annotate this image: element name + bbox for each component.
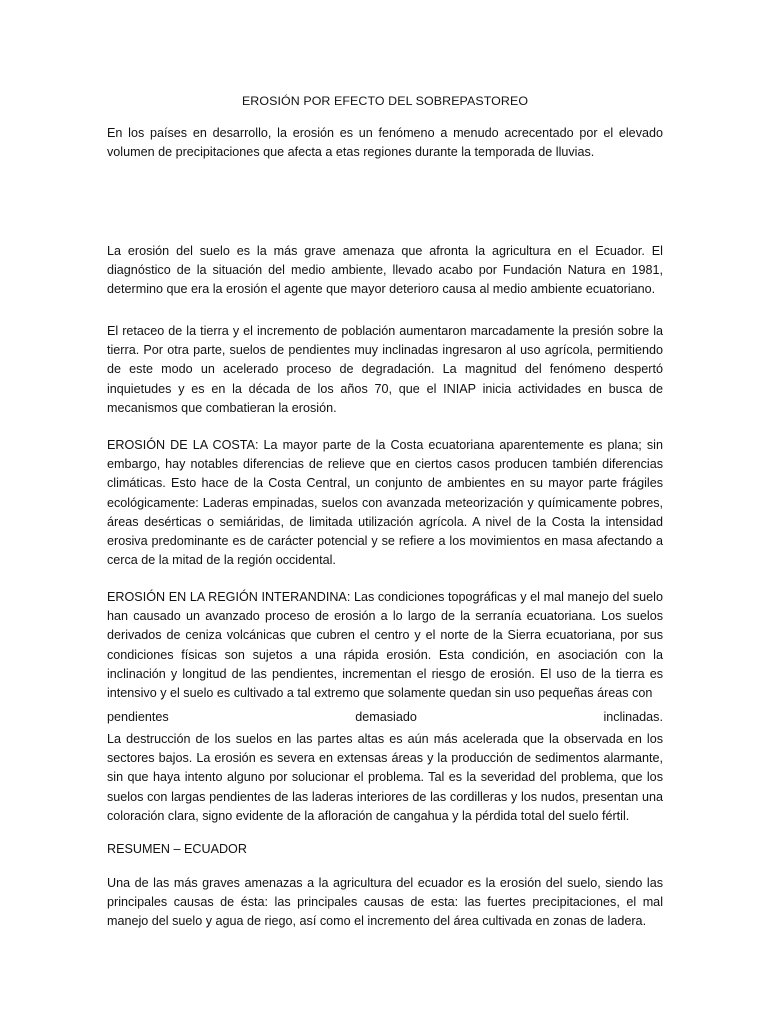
sierra-heading: EROSIÓN EN LA REGIÓN INTERANDINA: [107, 590, 351, 604]
sierra-paragraph [107, 588, 663, 703]
sierra-text: Las condiciones topográficas y el mal manejo del suelo han causado un avanzado proceso de erosión a lo largo de la serranía ecuatoriana. Los suelos derivados de ceniza volcánicas que cubren el centro y el norte de la Sierra ecuatoriana, por sus condiciones físicas son sujetos a una rápida erosión. Esta condición, en asociación con la inclinación y longitud de las pendientes, incrementan el riesgo de erosión. El uso de la tierra es intensivo y el suelo es cultivado a tal extremo que solamente quedan sin uso pequeñas áreas con [107, 590, 663, 701]
costa-heading: EROSIÓN DE LA COSTA: [107, 438, 259, 452]
document-title: EROSIÓN POR EFECTO DEL SOBREPASTOREO [241, 94, 529, 108]
sierra-paragraph-2: La destrucción de los suelos en las partes altas es aún más acelerada que la observada en los sectores bajos. La erosión es severa en extensas áreas y la producción de sedimentos alarmante, sin que haya intento alguno por solucionar el problema. Tal es la severidad del problema, que los suelos con largas pendientes de las laderas interiores de las cordilleras y los nudos, presentan una coloración clara, signo evidente de la afloración de cangahua y la pérdida total del suelo fértil. [107, 732, 663, 823]
sierra-spread-word: demasiado [355, 710, 417, 724]
resumen-heading: RESUMEN – ECUADOR [107, 842, 247, 856]
main-paragraph-2: El retaceo de la tierra y el incremento de población aumentaron marcadamente la presión sobre la tierra. Por otra parte, suelos de pendientes muy inclinadas ingresaron al uso agrícola, permitiendo de este modo un acelerado proceso de degradación. La magnitud del fenómeno despertó inquietudes y es en la década de los años 70, que el INIAP inicia actividades en busca de mecanismos que combatieran la erosión. [107, 324, 663, 415]
sierra-justified-line [107, 708, 663, 727]
costa-paragraph [107, 436, 663, 570]
resumen-paragraph: Una de las más graves amenazas a la agricultura del ecuador es la erosión del suelo, siendo las principales causas de ésta: las principales causas de esta: las fuertes precipitaciones, el mal manejo del suelo y agua de riego, así como el incremento del área cultivada en zonas de ladera. [107, 876, 663, 929]
sierra-spread-word: inclinadas. [603, 710, 663, 724]
costa-text: La mayor parte de la Costa ecuatoriana aparentemente es plana; sin embargo, hay notables diferencias de relieve que en ciertos casos producen también diferencias climáticas. Esto hace de la Costa Central, un conjunto de ambientes en su mayor parte frágiles ecológicamente: Laderas empinadas, suelos con avanzada meteorización y químicamente pobres, áreas desérticas o semiáridas, de limitada utilización agrícola. A nivel de la Costa la intensidad erosiva predominante es de carácter potencial y se refiere a los movimientos en masa afectando a cerca de la mitad de la región occidental. [107, 438, 663, 568]
intro-paragraph: En los países en desarrollo, la erosión es un fenómeno a menudo acrecentado por el elevado volumen de precipitaciones que afecta a etas regiones durante la temporada de lluvias. [107, 126, 663, 160]
sierra-spread-word: pendientes [107, 710, 169, 724]
main-paragraph-1: La erosión del suelo es la más grave amenaza que afronta la agricultura en el Ecuador. El diagnóstico de la situación del medio ambiente, llevado acabo por Fundación Natura en 1981, determino que era la erosión el agente que mayor deterioro causa al medio ambiente ecuatoriano. [107, 244, 663, 297]
